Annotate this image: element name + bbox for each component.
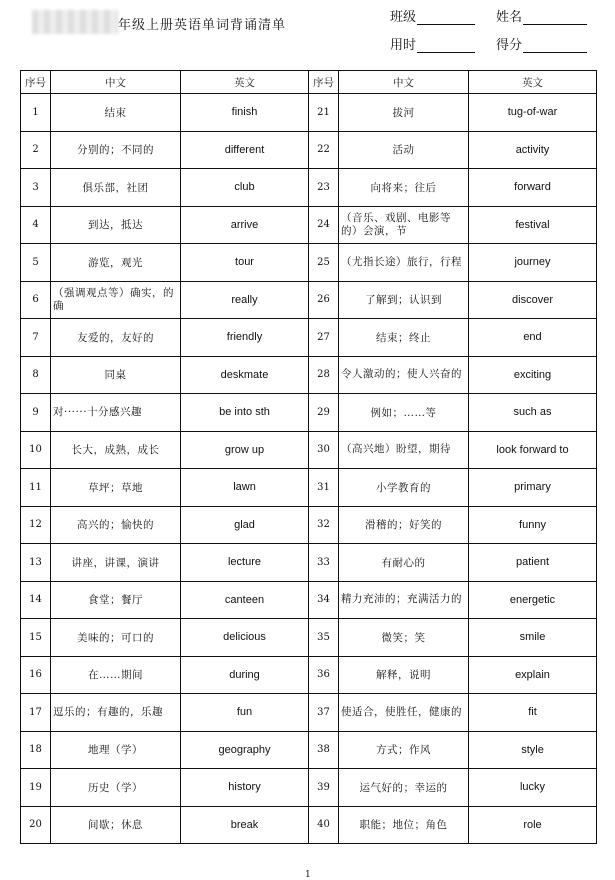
row-number: 13 [21,544,51,582]
chinese-meaning: 食堂；餐厅 [51,581,181,619]
row-number: 22 [309,131,339,169]
chinese-meaning: （强调观点等）确实，的确 [51,281,181,319]
chinese-meaning: 方式；作风 [339,731,469,769]
chinese-meaning: 草坪；草地 [51,469,181,507]
chinese-meaning: （高兴地）盼望，期待 [339,431,469,469]
english-word: history [181,769,309,807]
english-word: finish [181,94,309,132]
table-row [21,731,597,769]
chinese-meaning: 精力充沛的；充满活力的 [339,581,469,619]
row-number: 19 [21,769,51,807]
row-number: 40 [309,806,339,844]
row-number: 12 [21,506,51,544]
name-field[interactable] [496,6,587,25]
chinese-meaning: （音乐、戏剧、电影等的）会演，节 [339,206,469,244]
table-row [21,806,597,844]
chinese-meaning: 活动 [339,131,469,169]
english-word: look forward to [469,431,597,469]
row-number: 4 [21,206,51,244]
chinese-meaning: 讲座，讲课，演讲 [51,544,181,582]
english-word: role [469,806,597,844]
chinese-meaning: 美味的；可口的 [51,619,181,657]
english-word: patient [469,544,597,582]
english-word: primary [469,469,597,507]
chinese-meaning: 结束 [51,94,181,132]
english-word: energetic [469,581,597,619]
chinese-meaning: 俱乐部，社团 [51,169,181,207]
header-english-1: 英文 [181,71,309,94]
english-word: lecture [181,544,309,582]
blurred-grade-prefix [32,10,118,34]
row-number: 38 [309,731,339,769]
table-row [21,544,597,582]
english-word: tug-of-war [469,94,597,132]
row-number: 10 [21,431,51,469]
header-english-2: 英文 [469,71,597,94]
row-number: 31 [309,469,339,507]
row-number: 23 [309,169,339,207]
row-number: 25 [309,244,339,282]
chinese-meaning: 使适合，使胜任，健康的 [339,694,469,732]
row-number: 32 [309,506,339,544]
table-row [21,581,597,619]
english-word: end [469,319,597,357]
row-number: 15 [21,619,51,657]
english-word: lawn [181,469,309,507]
english-word: arrive [181,206,309,244]
row-number: 7 [21,319,51,357]
row-number: 28 [309,356,339,394]
english-word: break [181,806,309,844]
english-word: exciting [469,356,597,394]
table-row [21,281,597,319]
chinese-meaning: 长大，成熟，成长 [51,431,181,469]
class-label: 班级 [390,10,417,25]
table-row [21,619,597,657]
english-word: funny [469,506,597,544]
chinese-meaning: 令人激动的；使人兴奋的 [339,356,469,394]
vocabulary-table [20,70,597,844]
row-number: 1 [21,94,51,132]
chinese-meaning: 逗乐的；有趣的，乐趣 [51,694,181,732]
english-word: style [469,731,597,769]
english-word: journey [469,244,597,282]
english-word: really [181,281,309,319]
english-word: deskmate [181,356,309,394]
page-title: 年级上册英语单词背诵清单 [118,18,287,33]
header-chinese-2: 中文 [339,71,469,94]
table-row [21,131,597,169]
name-label: 姓名 [496,10,523,25]
score-blank[interactable] [523,38,587,53]
row-number: 39 [309,769,339,807]
class-blank[interactable] [417,10,475,25]
row-number: 5 [21,244,51,282]
page-number: 1 [305,870,311,880]
chinese-meaning: 有耐心的 [339,544,469,582]
english-word: forward [469,169,597,207]
table-row [21,469,597,507]
score-field[interactable] [496,34,587,53]
table-row [21,206,597,244]
english-word: fun [181,694,309,732]
row-number: 3 [21,169,51,207]
time-field[interactable] [390,34,475,53]
english-word: grow up [181,431,309,469]
row-number: 29 [309,394,339,432]
row-number: 34 [309,581,339,619]
row-number: 11 [21,469,51,507]
row-number: 2 [21,131,51,169]
chinese-meaning: 解释，说明 [339,656,469,694]
table-row [21,94,597,132]
english-word: fit [469,694,597,732]
english-word: different [181,131,309,169]
table-row [21,506,597,544]
chinese-meaning: 间歇；休息 [51,806,181,844]
row-number: 21 [309,94,339,132]
table-row [21,656,597,694]
english-word: delicious [181,619,309,657]
row-number: 33 [309,544,339,582]
row-number: 6 [21,281,51,319]
table-row [21,356,597,394]
chinese-meaning: 分别的；不同的 [51,131,181,169]
chinese-meaning: 小学教育的 [339,469,469,507]
time-blank[interactable] [417,38,475,53]
time-label: 用时 [390,38,417,53]
chinese-meaning: 例如；……等 [339,394,469,432]
header-number-2: 序号 [309,71,339,94]
table-row [21,319,597,357]
english-word: be into sth [181,394,309,432]
row-number: 24 [309,206,339,244]
chinese-meaning: 高兴的；愉快的 [51,506,181,544]
english-word: lucky [469,769,597,807]
chinese-meaning: 历史（学） [51,769,181,807]
score-label: 得分 [496,38,523,53]
english-word: during [181,656,309,694]
english-word: club [181,169,309,207]
english-word: geography [181,731,309,769]
english-word: such as [469,394,597,432]
row-number: 20 [21,806,51,844]
chinese-meaning: 微笑；笑 [339,619,469,657]
table-body [21,94,597,844]
english-word: glad [181,506,309,544]
english-word: activity [469,131,597,169]
row-number: 18 [21,731,51,769]
row-number: 37 [309,694,339,732]
english-word: discover [469,281,597,319]
table-row [21,394,597,432]
english-word: friendly [181,319,309,357]
chinese-meaning: 到达，抵达 [51,206,181,244]
chinese-meaning: 向将来；往后 [339,169,469,207]
table-row [21,694,597,732]
table-header-row [21,71,597,94]
chinese-meaning: 职能；地位；角色 [339,806,469,844]
english-word: tour [181,244,309,282]
chinese-meaning: 对······十分感兴趣 [51,394,181,432]
row-number: 8 [21,356,51,394]
row-number: 36 [309,656,339,694]
chinese-meaning: （尤指长途）旅行，行程 [339,244,469,282]
header-chinese-1: 中文 [51,71,181,94]
row-number: 14 [21,581,51,619]
name-blank[interactable] [523,10,587,25]
english-word: smile [469,619,597,657]
chinese-meaning: 了解到；认识到 [339,281,469,319]
row-number: 17 [21,694,51,732]
chinese-meaning: 滑稽的；好笑的 [339,506,469,544]
chinese-meaning: 拔河 [339,94,469,132]
table-row [21,244,597,282]
chinese-meaning: 同桌 [51,356,181,394]
table-row [21,431,597,469]
row-number: 26 [309,281,339,319]
chinese-meaning: 地理（学） [51,731,181,769]
header-number-1: 序号 [21,71,51,94]
row-number: 16 [21,656,51,694]
class-field[interactable] [390,6,475,25]
english-word: explain [469,656,597,694]
table-row [21,769,597,807]
row-number: 35 [309,619,339,657]
chinese-meaning: 在……期间 [51,656,181,694]
table-row [21,169,597,207]
row-number: 9 [21,394,51,432]
english-word: canteen [181,581,309,619]
chinese-meaning: 结束；终止 [339,319,469,357]
chinese-meaning: 运气好的；幸运的 [339,769,469,807]
chinese-meaning: 友爱的，友好的 [51,319,181,357]
english-word: festival [469,206,597,244]
row-number: 27 [309,319,339,357]
row-number: 30 [309,431,339,469]
chinese-meaning: 游览，观光 [51,244,181,282]
